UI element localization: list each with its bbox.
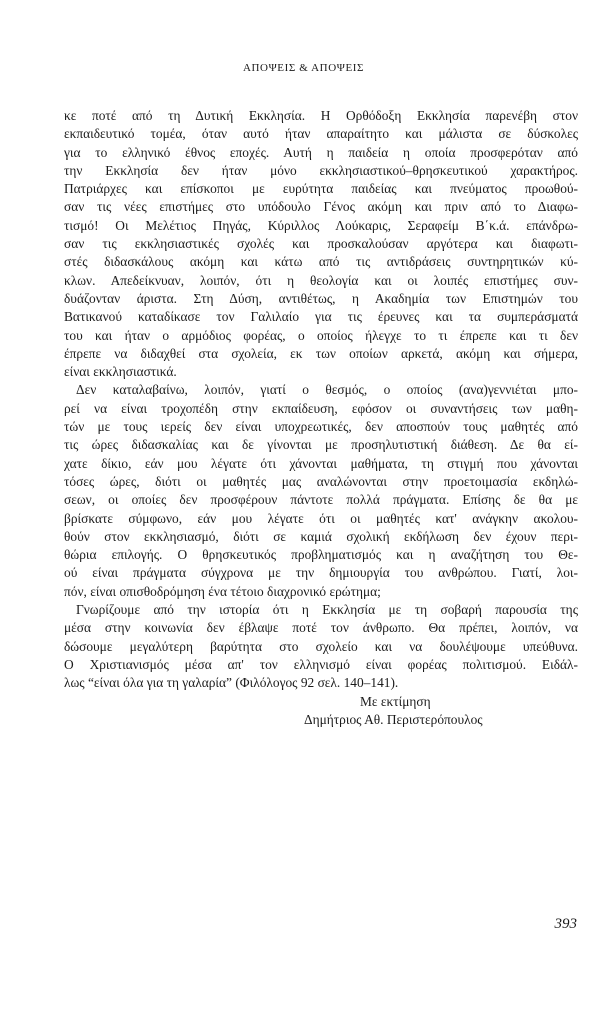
text-line: είναι εκκλησιαστικά. xyxy=(64,364,177,380)
running-header: ΑΠΟΨΕΙΣ & ΑΠΟΨΕΙΣ xyxy=(242,62,365,74)
author-name: Δημήτριος Αθ. Περιστερόπουλος xyxy=(304,711,483,727)
text-line: ρεί να είναι τροχοπέδη στην εκπαίδευση, εφόσον οι συναντήσεις των μαθη- xyxy=(64,400,578,416)
signature-block xyxy=(64,693,578,730)
text-line: Γνωρίζουμε από την ιστορία ότι η Εκκλησία με τη σοβαρή παρουσία της xyxy=(76,602,578,618)
text-line: του και ήταν ο αρμόδιος φορέας, ο οποίος ήλεγχε το τι έπρεπε και τι δεν xyxy=(64,327,578,343)
paragraph-2 xyxy=(64,381,578,601)
page-number: 393 xyxy=(554,916,577,932)
text-line: έπρεπε να διδαχθεί στα σχολεία, εκ των οποίων αρκετά, ακόμη και σήμερα, xyxy=(64,345,578,361)
paragraph-1 xyxy=(64,107,578,381)
text-line: τών με τους ιερείς δεν είναι υποχρεωτικές, δεν αποσπούν τους μαθητές από xyxy=(64,419,578,435)
text-line: κε ποτέ από τη Δυτική Εκκλησία. Η Ορθόδοξη Εκκλησία παρενέβη στον xyxy=(64,108,578,123)
text-line: κλων. Απεδείκνυαν, λοιπόν, ότι η θεολογία και οι λοιπές επιστήμες συν- xyxy=(64,272,578,288)
text-line: Πατριάρχες και επίσκοποι με ευρύτητα παιδείας και πνεύματος προωθού- xyxy=(64,181,578,197)
text-line: Δεν καταλαβαίνω, λοιπόν, γιατί ο θεσμός, ο οποίος (ανα)γεννιέται μπο- xyxy=(76,382,578,398)
text-line: δώσουμε μεγαλύτερη βαρύτητα στο σχολείο και να δουλέψουμε υπεύθυνα. xyxy=(64,638,578,654)
text-line: Ο Χριστιανισμός μέσα απ' τον ελληνισμό είναι φορέας πολιτισμού. Ειδάλ- xyxy=(64,656,578,672)
text-line: βρίσκατε σύμφωνο, εάν μου λέγατε ότι οι μαθητές κατ' ανάγκην ακολου- xyxy=(64,510,578,526)
text-line: λως “είναι όλα για τη γαλαρία” (Φιλόλογος 92 σελ. 140–141). xyxy=(64,675,399,691)
text-line: στές διδασκάλους ακόμη και κάτω από τις αντιδράσεις συντηρητικών κύ- xyxy=(64,254,578,270)
text-line: τόσες ώρες, διότι οι μαθητές μας αναλώνονται στην προετοιμασία εκδηλώ- xyxy=(64,473,578,489)
text-line: Βατικανού καταδίκασε τον Γαλιλαίο για τις έρευνες και τα συμπεράσματά xyxy=(64,309,578,325)
text-line: σεων, οι οποίες δεν προσφέρουν πάντοτε πολλά πράγματα. Επίσης δε θα με xyxy=(64,492,578,508)
text-line: τις ώρες διδασκαλίας και δε γίνονται με προσηλυτιστική διάθεση. Δε θα εί- xyxy=(64,437,578,453)
text-line: ού είναι πράγματα σύγχρονα με την δημιουργία του ανθρώπου. Γιατί, λοι- xyxy=(64,565,578,581)
text-line: σαν τις νέες επιστήμες στο υπόδουλο Γένος ακόμη και πριν από το Διαφω- xyxy=(64,199,578,215)
text-line: σαν τις εκκλησιαστικές σχολές και προσκαλούσαν αργότερα και διαφωτι- xyxy=(64,236,578,252)
text-line: χατε δίκιο, εάν μου λέγατε ότι χάνονται μαθήματα, τη στιγμή που χάνονται xyxy=(64,455,578,471)
text-line: θώρια επιλογής. Ο θρησκευτικός προβληματισμός και η αναζήτηση του Θε- xyxy=(64,547,578,563)
text-line: τισμό! Οι Μελέτιος Πηγάς, Κύριλλος Λούκαρις, Σεραφείμ Β΄κ.ά. επάνδρω- xyxy=(64,217,578,233)
text-line: για το ελληνικό έθνος εποχές. Αυτή η παιδεία η οποία προσφερόταν από xyxy=(64,144,578,160)
text-line: δυάζονταν άριστα. Στη Δύση, αντιθέτως, η Ακαδημία των Επιστημών του xyxy=(64,290,578,306)
closing-salutation: Με εκτίμηση xyxy=(360,693,431,709)
text-line: μέσα στην κοινωνία δεν έβλαψε ποτέ τον άνθρωπο. Θα πρέπει, λοιπόν, να xyxy=(64,620,578,636)
paragraph-3 xyxy=(64,601,578,692)
text-line: θούν στον εκκλησιασμό, διότι σε καμιά σχολική εκδήλωση δεν έχουν περι- xyxy=(64,528,578,544)
text-line: εκπαιδευτικό τομέα, όταν αυτό ήταν απαραίτητο και μάλιστα σε δύσκολες xyxy=(64,126,578,142)
text-line: την Εκκλησία δεν ήταν μόνο εκκλησιαστικού–θρησκευτικού χαρακτήρος. xyxy=(64,162,578,178)
text-line: πόν, είναι οπισθοδρόμηση ένα τέτοιο διαχρονικό ερώτημα; xyxy=(64,583,381,599)
letter-body xyxy=(64,107,578,729)
